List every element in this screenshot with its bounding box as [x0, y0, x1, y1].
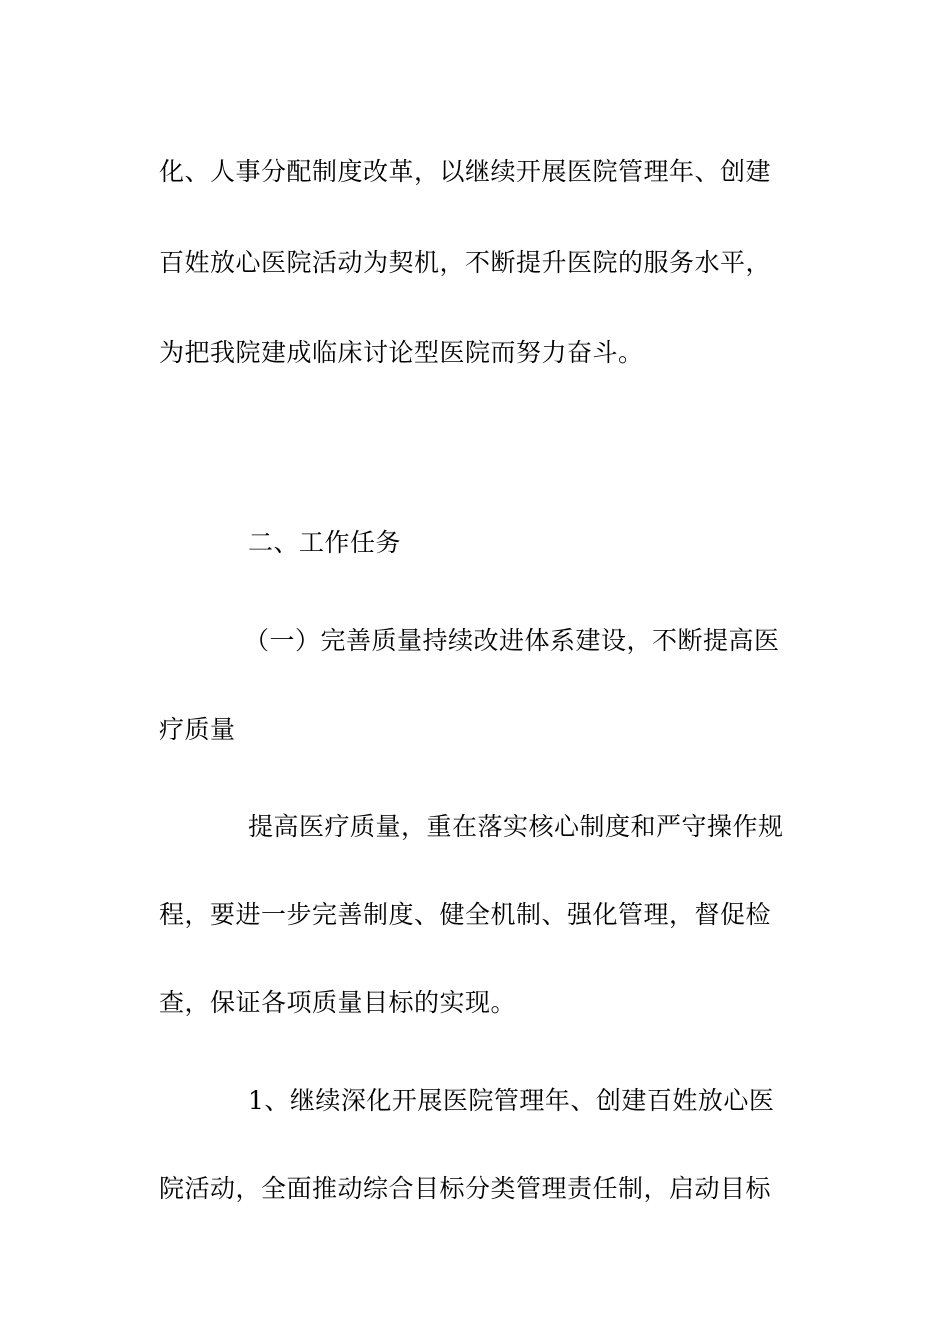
list-item-line: 1、继续深化开展医院管理年、创建百姓放心医: [248, 1086, 775, 1115]
paragraph-line: 百姓放心医院活动为契机，不断提升医院的服务水平，: [159, 248, 772, 277]
paragraph-line: 为把我院建成临床讨论型医院而努力奋斗。: [159, 338, 644, 367]
list-item-line: 院活动，全面推动综合目标分类管理责任制，启动目标: [159, 1174, 772, 1203]
paragraph-line: 查，保证各项质量目标的实现。: [159, 988, 517, 1017]
subsection-heading-continued: 疗质量: [159, 715, 236, 744]
paragraph-line: 化、人事分配制度改革，以继续开展医院管理年、创建: [159, 157, 772, 186]
section-heading: 二、工作任务: [248, 528, 402, 557]
paragraph-line: 程，要进一步完善制度、健全机制、强化管理，督促检: [159, 900, 772, 929]
paragraph-line: 提高医疗质量，重在落实核心制度和严守操作规: [248, 812, 784, 841]
subsection-heading: （一）完善质量持续改进体系建设，不断提高医: [244, 626, 780, 655]
